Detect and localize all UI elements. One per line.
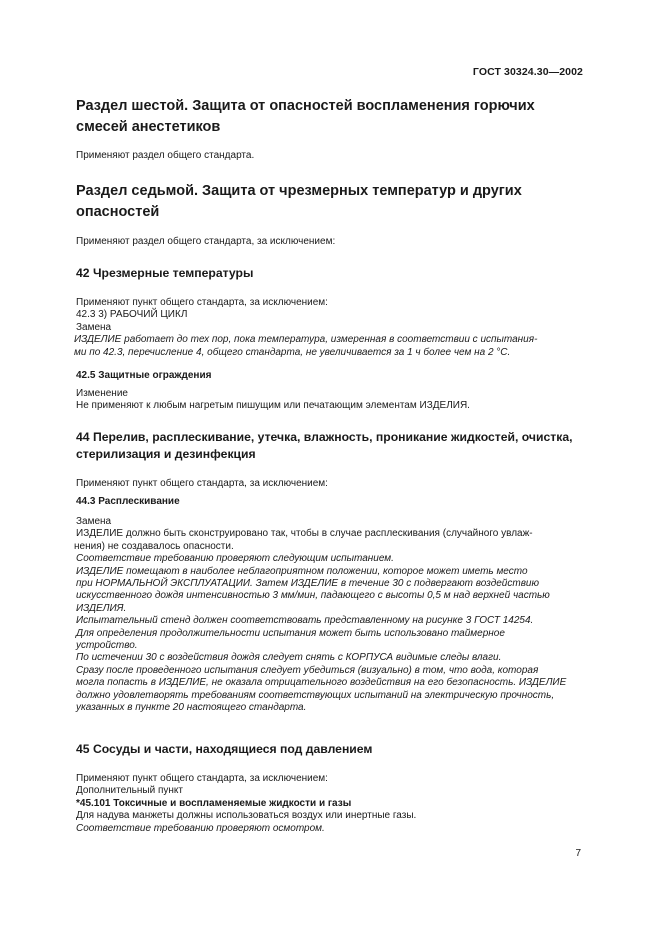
section-6-title: Раздел шестой. Защита от опасностей воспламенения горючих смесей анестетиков — [76, 98, 535, 135]
clause-45-line: Для надува манжеты должны использоваться воздух или инертные газы. — [76, 810, 417, 822]
clause-44-title: 44 Перелив, расплескивание, утечка, влажность, проникание жидкостей, очистка, стерилизация и дезинфекция — [76, 430, 573, 461]
clause-44-3-line: при НОРМАЛЬНОЙ ЭКСПЛУАТАЦИИ. Затем ИЗДЕЛИЕ в течение 30 с подвергают воздействию — [76, 578, 539, 590]
page-number: 7 — [575, 848, 581, 859]
clause-42-line: Применяют пункт общего стандарта, за исключением: — [76, 297, 328, 308]
section-6-text: Применяют раздел общего стандарта. — [76, 150, 255, 161]
section-7-title: Раздел седьмой. Защита от чрезмерных температур и других опасностей — [76, 183, 522, 220]
clause-45-line: Применяют пункт общего стандарта, за исключением: — [76, 773, 328, 784]
clause-44-3-line: По истечении 30 с воздействия дождя следует снять с КОРПУСА видимые следы влаги. — [76, 652, 502, 664]
clause-44-3-line: могла попасть в ИЗДЕЛИЕ, не оказала отрицательного воздействия на его безопасность. ИЗДЕЛИЕ — [76, 677, 567, 689]
clause-42-title: 42 Чрезмерные температуры — [76, 266, 254, 280]
clause-44-3-line: Сразу после проведенного испытания следует убедиться (визуально) в том, что вода, которая — [76, 664, 539, 676]
clause-44-3-line: Испытательный стенд должен соответствовать представленному на рисунке 3 ГОСТ 14254. — [76, 615, 534, 627]
clause-42-line: ИЗДЕЛИЕ работает до тех пор, пока температура, измеренная в соответствии с испытания- — [74, 334, 538, 346]
clause-44-3-line: ИЗДЕЛИЕ должно быть сконструировано так, чтобы в случае расплескивания (случайного увлаж- — [76, 528, 533, 540]
clause-44-text: Применяют пункт общего стандарта, за исключением: — [76, 478, 328, 489]
clause-44-3-line: устройство. — [76, 640, 138, 652]
clause-42-line: Замена — [76, 321, 112, 333]
clause-45-101-title: *45.101 Токсичные и воспламеняемые жидкости и газы — [76, 797, 352, 809]
clause-44-3-title: 44.3 Расплескивание — [76, 496, 180, 507]
clause-42-5-body — [76, 388, 584, 413]
clause-42-body — [76, 297, 584, 359]
clause-44-3-line: ИЗДЕЛИЯ. — [76, 602, 127, 614]
clause-44-3-line: ИЗДЕЛИЕ помещают в наиболее неблагоприятном положении, которое может иметь место — [76, 565, 528, 577]
clause-45-title: 45 Сосуды и части, находящиеся под давлением — [76, 742, 373, 756]
clause-44-3-line: Для определения продолжительности испытания может быть использовано таймерное — [76, 627, 505, 639]
clause-44-3-line: нения) не создавалось опасности. — [74, 540, 234, 552]
clause-44-3-line: должно удовлетворять требованиям соответствующих испытаний на электрическую прочность, — [76, 689, 555, 701]
clause-42-5-title: 42.5 Защитные ограждения — [76, 370, 212, 381]
clause-42-5-line: Изменение — [76, 388, 128, 399]
document-code: ГОСТ 30324.30—2002 — [472, 66, 583, 78]
clause-44-3-body — [76, 516, 584, 715]
clause-45-line: Дополнительный пункт — [76, 785, 183, 797]
clause-42-line: ми по 42.3, перечисление 4, общего стандарта, не увеличивается за 1 ч более чем на 2 °С. — [74, 346, 511, 358]
clause-44-3-line: указанных в пункте 20 настоящего стандарта. — [76, 702, 307, 714]
clause-45-line: Соответствие требованию проверяют осмотром. — [76, 822, 325, 834]
clause-45-body — [76, 773, 584, 835]
clause-44-3-line: искусственного дождя интенсивностью 3 мм/мин, падающего с высоты 0,5 м над верхней частью — [76, 590, 550, 602]
clause-44-3-line: Замена — [76, 516, 112, 527]
clause-44-3-line: Соответствие требованию проверяют следующим испытанием. — [76, 553, 394, 565]
section-7-text: Применяют раздел общего стандарта, за исключением: — [76, 236, 336, 247]
clause-42-5-line: Не применяют к любым нагретым пишущим или печатающим элементам ИЗДЕЛИЯ. — [76, 400, 470, 412]
clause-42-line: 42.3 3) РАБОЧИЙ ЦИКЛ — [76, 309, 188, 321]
